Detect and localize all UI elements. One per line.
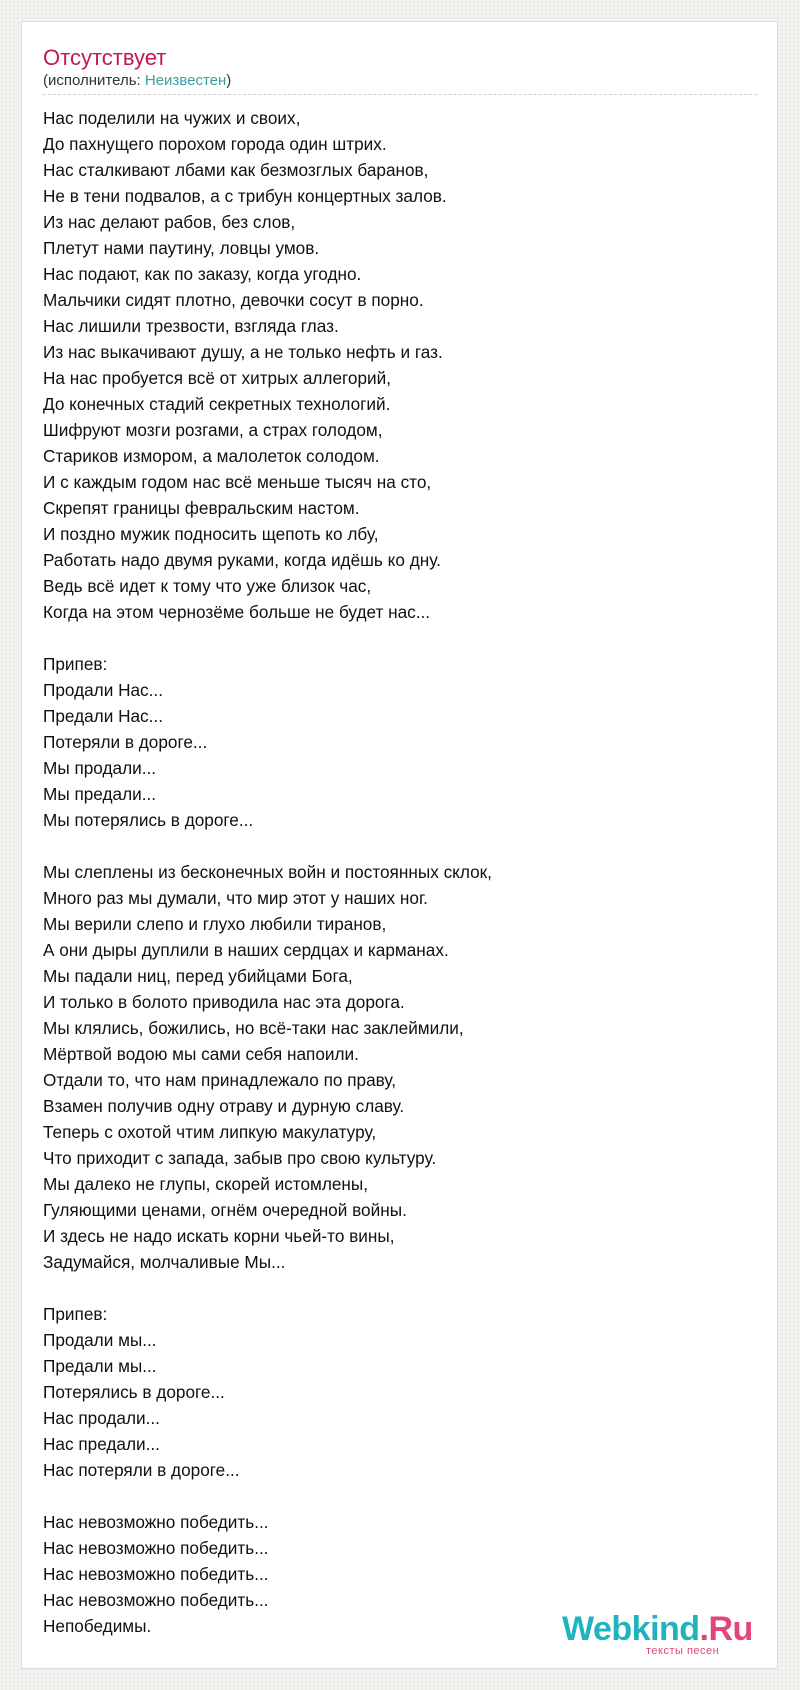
lyrics-line: Нас невозможно победить... [43,1564,269,1584]
logo-tld: .Ru [699,1610,753,1648]
lyrics-line: Гуляющими ценами, огнём очередной войны. [43,1200,407,1220]
lyrics-line: Взамен получив одну отраву и дурную славу. [43,1096,405,1116]
lyrics-line: Нас невозможно победить... [43,1590,269,1610]
lyrics-line: Нас невозможно победить... [43,1538,269,1558]
lyrics-line: Нас лишили трезвости, взгляда глаз. [43,316,339,336]
artist-link[interactable]: Неизвестен [144,72,227,89]
lyrics-line: Много раз мы думали, что мир этот у наших ног. [43,888,428,908]
lyrics-line: Мы предали... [43,784,157,804]
lyrics-line: Задумайся, молчаливые Мы... [43,1252,286,1272]
lyrics-line: Когда на этом чернозёме больше не будет нас... [43,602,431,622]
lyrics-line: Припев: [43,654,108,674]
lyrics-line: Потерялись в дороге... [43,1382,225,1402]
lyrics-line: Мы падали ниц, перед убийцами Бога, [43,966,353,986]
lyrics-line: Нас невозможно победить... [43,1512,269,1532]
lyrics-line: Нас потеряли в дороге... [43,1460,240,1480]
lyrics-line: Работать надо двумя руками, когда идёшь ко дну. [43,550,441,570]
lyrics-line: Продали Нас... [43,680,163,700]
divider [43,94,757,95]
lyrics-line: Из нас выкачивают душу, а не только нефть и газ. [43,342,443,362]
lyrics-stanza [43,1301,743,1483]
lyrics-line: Продали мы... [43,1330,157,1350]
lyrics-line: На нас пробуется всё от хитрых аллегорий, [43,368,392,388]
lyrics-line: Мы верили слепо и глухо любили тиранов, [43,914,387,934]
lyrics-line: До пахнущего порохом города один штрих. [43,134,387,154]
lyrics-line: Стариков измором, а малолеток солодом. [43,446,380,466]
site-logo[interactable] [562,1610,762,1660]
lyrics-line: Непобедимы. [43,1616,152,1636]
lyrics-line: Предали мы... [43,1356,157,1376]
lyrics-line: Скрепят границы февральским настом. [43,498,360,518]
lyrics-line: Предали Нас... [43,706,163,726]
logo-main-text: Webkind [562,1610,700,1648]
lyrics-line: Отдали то, что нам принадлежало по праву, [43,1070,397,1090]
lyrics-line: Нас продали... [43,1408,160,1428]
song-title: Отсутствует [43,45,167,70]
lyrics-line: Плетут нами паутину, ловцы умов. [43,238,320,258]
lyrics-line: И с каждым годом нас всё меньше тысяч на сто, [43,472,432,492]
logo-wordmark [562,1610,753,1648]
lyrics-line: И только в болото приводила нас эта дорога. [43,992,405,1012]
lyrics-stanza [43,859,743,1275]
lyrics-line: До конечных стадий секретных технологий. [43,394,391,414]
lyrics-line: Нас подают, как по заказу, когда угодно. [43,264,362,284]
lyrics-body [43,105,743,1665]
lyrics-stanza [43,105,743,625]
lyrics-line: Шифруют мозги розгами, а страх голодом, [43,420,383,440]
lyrics-line: Мы далеко не глупы, скорей истомлены, [43,1174,369,1194]
lyrics-line: Из нас делают рабов, без слов, [43,212,296,232]
lyrics-line: Мальчики сидят плотно, девочки сосут в порно. [43,290,424,310]
artist-prefix: (исполнитель: [43,72,145,89]
lyrics-line: Мёртвой водою мы сами себя напоили. [43,1044,359,1064]
artist-line [43,71,231,91]
lyrics-line: Мы продали... [43,758,157,778]
lyrics-line: Ведь всё идет к тому что уже близок час, [43,576,372,596]
lyrics-line: Мы слеплены из бесконечных войн и постоянных склок, [43,862,492,882]
lyrics-line: Что приходит с запада, забыв про свою культуру. [43,1148,437,1168]
lyrics-line: Нас поделили на чужих и своих, [43,108,301,128]
lyrics-stanza [43,651,743,833]
lyrics-line: Мы потерялись в дороге... [43,810,254,830]
lyrics-line: Нас сталкивают лбами как безмозглых баранов, [43,160,429,180]
lyrics-line: Потеряли в дороге... [43,732,208,752]
lyrics-line: А они дыры дуплили в наших сердцах и карманах. [43,940,449,960]
lyrics-line: Теперь с охотой чтим липкую макулатуру, [43,1122,377,1142]
logo-tagline: тексты песен [646,1645,720,1657]
lyrics-line: И здесь не надо искать корни чьей-то вины, [43,1226,395,1246]
artist-suffix: ) [226,72,232,89]
lyrics-card [21,21,778,1669]
lyrics-line: Мы клялись, божились, но всё-таки нас заклеймили, [43,1018,464,1038]
lyrics-line: И поздно мужик подносить щепоть ко лбу, [43,524,379,544]
lyrics-line: Нас предали... [43,1434,160,1454]
lyrics-line: Припев: [43,1304,108,1324]
lyrics-line: Не в тени подвалов, а с трибун концертных залов. [43,186,447,206]
